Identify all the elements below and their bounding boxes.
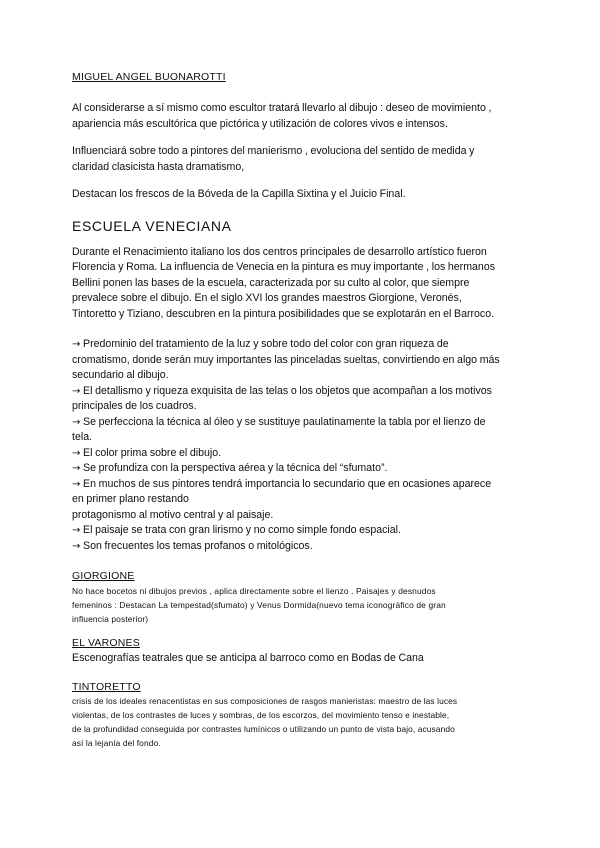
paragraph-line: claridad clasicista hasta dramatismo, bbox=[72, 160, 245, 173]
escuela-bullet-list bbox=[72, 337, 532, 554]
el-varones-heading: EL VARONES bbox=[72, 637, 140, 649]
el-varones-text: Escenografías teatrales que se anticipa al barroco como en Bodas de Cana bbox=[72, 652, 424, 664]
bullet-text: El detallismo y riqueza exquisita de las telas o los objetos que acompañan a los motivos bbox=[83, 384, 492, 397]
bullet-line bbox=[72, 539, 532, 555]
bullet-line bbox=[72, 461, 532, 477]
bullet-line bbox=[72, 446, 532, 462]
bullet-text: El color prima sobre el dibujo. bbox=[83, 446, 222, 459]
arrow-icon: → bbox=[72, 385, 81, 397]
paragraph-line: Influenciará sobre todo a pintores del manierismo , evoluciona del sentido de medida y bbox=[72, 145, 475, 157]
tintoretto-heading: TINTORETTO bbox=[72, 680, 141, 693]
arrow-icon: → bbox=[72, 416, 81, 428]
paragraph-line: apariencia más escultórica que pictórica y utilización de colores vivos e intensos. bbox=[72, 117, 448, 130]
bullet-continuation: tela. bbox=[72, 431, 93, 443]
bullet-text: Se profundiza con la perspectiva aérea y la técnica del “sfumato”. bbox=[83, 462, 388, 474]
escuela-veneciana-title: ESCUELA VENECIANA bbox=[72, 217, 232, 234]
bullet-line bbox=[72, 415, 532, 431]
bullet-continuation: principales de los cuadros. bbox=[72, 400, 197, 412]
arrow-icon: → bbox=[72, 463, 81, 474]
giorgione-text bbox=[72, 584, 532, 626]
bullet-continuation: protagonismo al motivo central y al paisaje. bbox=[72, 508, 274, 521]
bullet-text: El paisaje se trata con gran lirismo y no como simple fondo espacial. bbox=[83, 524, 401, 536]
tintoretto-text bbox=[72, 694, 532, 750]
paragraph-line: Destacan los frescos de la Bóveda de la Capilla Sixtina y el Juicio Final. bbox=[72, 188, 406, 200]
arrow-icon: → bbox=[72, 478, 81, 490]
escuela-intro-paragraph bbox=[72, 245, 532, 323]
bullet-text: Predominio del tratamiento de la luz y sobre todo del color con gran riqueza de bbox=[83, 338, 449, 350]
bullet-continuation: secundario al dibujo. bbox=[72, 369, 169, 381]
miguel-paragraph-2 bbox=[72, 144, 532, 175]
arrow-icon: → bbox=[72, 525, 81, 536]
bullet-continuation: en primer plano restando bbox=[72, 493, 189, 505]
paragraph-line: Al considerarse a sí mismo como escultor tratará llevarlo al dibujo : deseo de movimiento , bbox=[72, 102, 492, 114]
bullet-line bbox=[72, 523, 532, 539]
miguel-paragraph-3 bbox=[72, 187, 532, 203]
bullet-line bbox=[72, 384, 532, 400]
bullet-text: En muchos de sus pintores tendrá importancia lo secundario que en ocasiones aparece bbox=[83, 477, 492, 490]
paragraph-line: influencia posterior) bbox=[72, 614, 149, 624]
paragraph-line: violentas, de los contrastes de luces y sombras, de los escorzos, del movimiento tenso e inestable, bbox=[72, 709, 450, 720]
bullet-text: Son frecuentes los temas profanos o mitológicos. bbox=[83, 539, 313, 552]
bullet-continuation: cromatismo, donde serán muy importantes las pinceladas sueltas, convirtiendo en algo más bbox=[72, 353, 500, 366]
paragraph-line: Durante el Renacimiento italiano los dos centros principales de desarrollo artístico fueron bbox=[72, 245, 487, 258]
bullet-line bbox=[72, 337, 532, 353]
paragraph-line: No hace bocetos ni dibujos previos , aplica directamente sobre el lienzo . Paisajes y desnudos bbox=[72, 586, 436, 596]
miguel-paragraph-1 bbox=[72, 101, 532, 132]
bullet-text: Se perfecciona la técnica al óleo y se sustituye paulatinamente la tabla por el lienzo de bbox=[83, 415, 486, 428]
arrow-icon: → bbox=[72, 540, 81, 552]
paragraph-line: Bellini ponen las bases de la escuela, caracterizada por su culto al color, que siempre bbox=[72, 276, 470, 289]
paragraph-line: prevalece sobre el dibujo. En el siglo XVI los grandes maestros Giorgione, Veronés, bbox=[72, 292, 462, 304]
paragraph-line: femeninos : Destacan La tempestad(sfumato) y Venus Dormida(nuevo tema iconográfico de gran bbox=[72, 600, 446, 610]
bullet-line bbox=[72, 477, 532, 493]
arrow-icon: → bbox=[72, 447, 81, 459]
paragraph-line: Tintoretto y Tiziano, descubren en la pintura posibilidades que se explotarán en el Barroco. bbox=[72, 307, 495, 320]
miguel-angel-heading: MIGUEL ANGEL BUONAROTTI bbox=[72, 71, 226, 83]
arrow-icon: → bbox=[72, 339, 81, 350]
paragraph-line: Florencia y Roma. La influencia de Venecia en la pintura es muy importante , los hermanos bbox=[72, 261, 496, 273]
paragraph-line: así la lejanía del fondo. bbox=[72, 737, 161, 748]
giorgione-heading: GIORGIONE bbox=[72, 570, 135, 582]
document-page bbox=[72, 70, 532, 750]
paragraph-line: crisis de los ideales renacentistas en sus composiciones de rasgos manieristas: maestro de las luces bbox=[72, 695, 458, 706]
paragraph-line: de la profundidad conseguida por contrastes lumínicos o utilizando un punto de vista bajo, acusando bbox=[72, 723, 455, 734]
